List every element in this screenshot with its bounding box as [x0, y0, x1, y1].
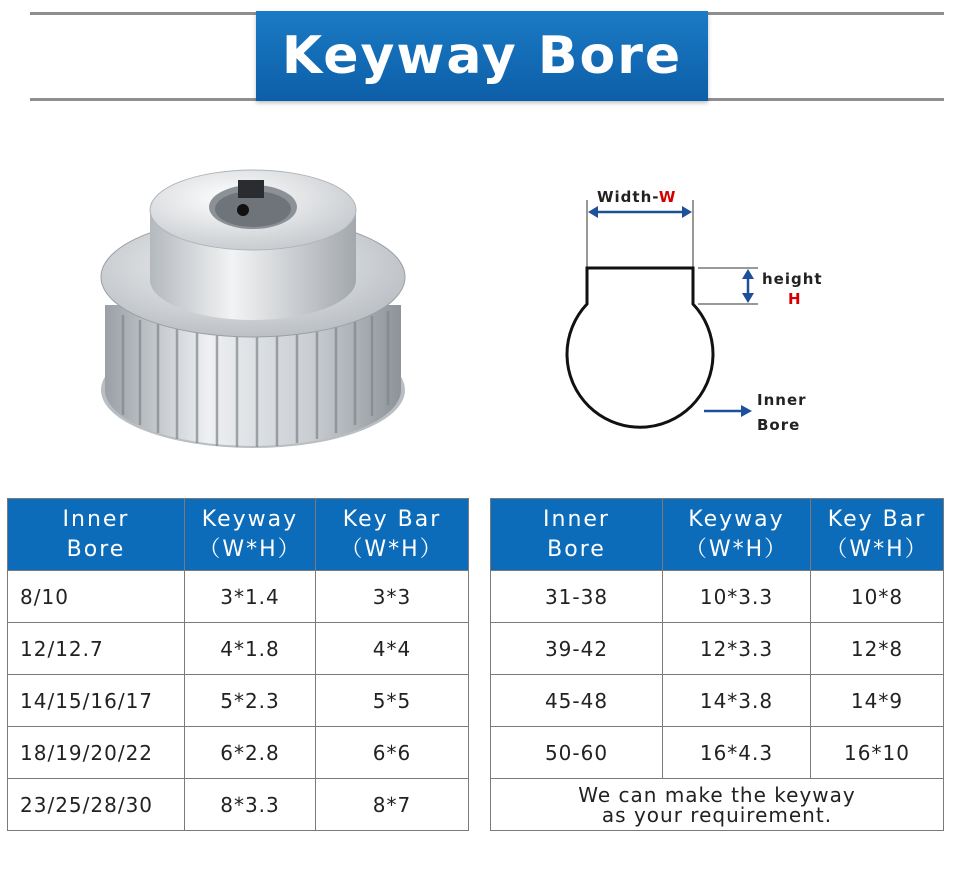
cell-inner-bore: 23/25/28/30 [8, 779, 185, 831]
table-row [491, 571, 944, 623]
table-row [8, 571, 469, 623]
bore-label-line1: Inner [757, 391, 807, 409]
table-header-row [8, 499, 469, 571]
height-arrow-down [742, 293, 754, 303]
cell-inner-bore: 50-60 [491, 727, 663, 779]
header-key-bar: Key Bar （W*H） [811, 499, 944, 571]
bore-outline [567, 268, 713, 427]
cell-inner-bore: 18/19/20/22 [8, 727, 185, 779]
table-row [491, 623, 944, 675]
cell-inner-bore: 45-48 [491, 675, 663, 727]
cell-key-bar: 12*8 [811, 623, 944, 675]
cell-inner-bore: 14/15/16/17 [8, 675, 185, 727]
table-note-row [491, 779, 944, 831]
cell-inner-bore: 8/10 [8, 571, 185, 623]
cell-key-bar: 8*7 [316, 779, 469, 831]
cell-key-bar: 10*8 [811, 571, 944, 623]
table-row [8, 779, 469, 831]
keyway-table-right [490, 498, 944, 831]
cell-inner-bore: 39-42 [491, 623, 663, 675]
header-inner-bore: Inner Bore [8, 499, 185, 571]
width-arrow-left [588, 206, 598, 218]
table-row [8, 675, 469, 727]
cell-key-bar: 6*6 [316, 727, 469, 779]
header-inner-bore: Inner Bore [491, 499, 663, 571]
pulley-image [95, 165, 415, 455]
table-row [491, 675, 944, 727]
bore-label-line2: Bore [757, 416, 801, 434]
cell-inner-bore: 12/12.7 [8, 623, 185, 675]
cell-keyway: 4*1.8 [185, 623, 316, 675]
header-line-top-right [708, 12, 944, 15]
cell-keyway: 14*3.8 [663, 675, 811, 727]
header-key-bar: Key Bar （W*H） [316, 499, 469, 571]
table-row [8, 623, 469, 675]
custom-keyway-note: We can make the keyway as your requirement. [491, 779, 944, 831]
cell-keyway: 16*4.3 [663, 727, 811, 779]
width-label: Width-W [597, 188, 677, 206]
cell-inner-bore: 31-38 [491, 571, 663, 623]
header-line-top-left [30, 12, 256, 15]
header-line-bottom-right [708, 98, 944, 101]
cell-key-bar: 5*5 [316, 675, 469, 727]
height-letter: H [788, 290, 802, 308]
cell-key-bar: 4*4 [316, 623, 469, 675]
cell-keyway: 3*1.4 [185, 571, 316, 623]
height-arrow-up [742, 269, 754, 279]
cell-keyway: 5*2.3 [185, 675, 316, 727]
header-keyway: Keyway （W*H） [185, 499, 316, 571]
page-title: Keyway Bore [256, 11, 708, 101]
table-row [8, 727, 469, 779]
height-label: height [762, 270, 823, 288]
header-line-bottom-left [30, 98, 256, 101]
header-keyway: Keyway （W*H） [663, 499, 811, 571]
table-header-row [491, 499, 944, 571]
cell-key-bar: 16*10 [811, 727, 944, 779]
keyway-table-left [7, 498, 469, 831]
cell-keyway: 12*3.3 [663, 623, 811, 675]
keyway-diagram [540, 170, 860, 470]
bore-pointer-arrow [741, 405, 752, 417]
cell-keyway: 10*3.3 [663, 571, 811, 623]
table-row [491, 727, 944, 779]
width-arrow-right [682, 206, 692, 218]
cell-key-bar: 14*9 [811, 675, 944, 727]
cell-keyway: 8*3.3 [185, 779, 316, 831]
cell-keyway: 6*2.8 [185, 727, 316, 779]
cell-key-bar: 3*3 [316, 571, 469, 623]
